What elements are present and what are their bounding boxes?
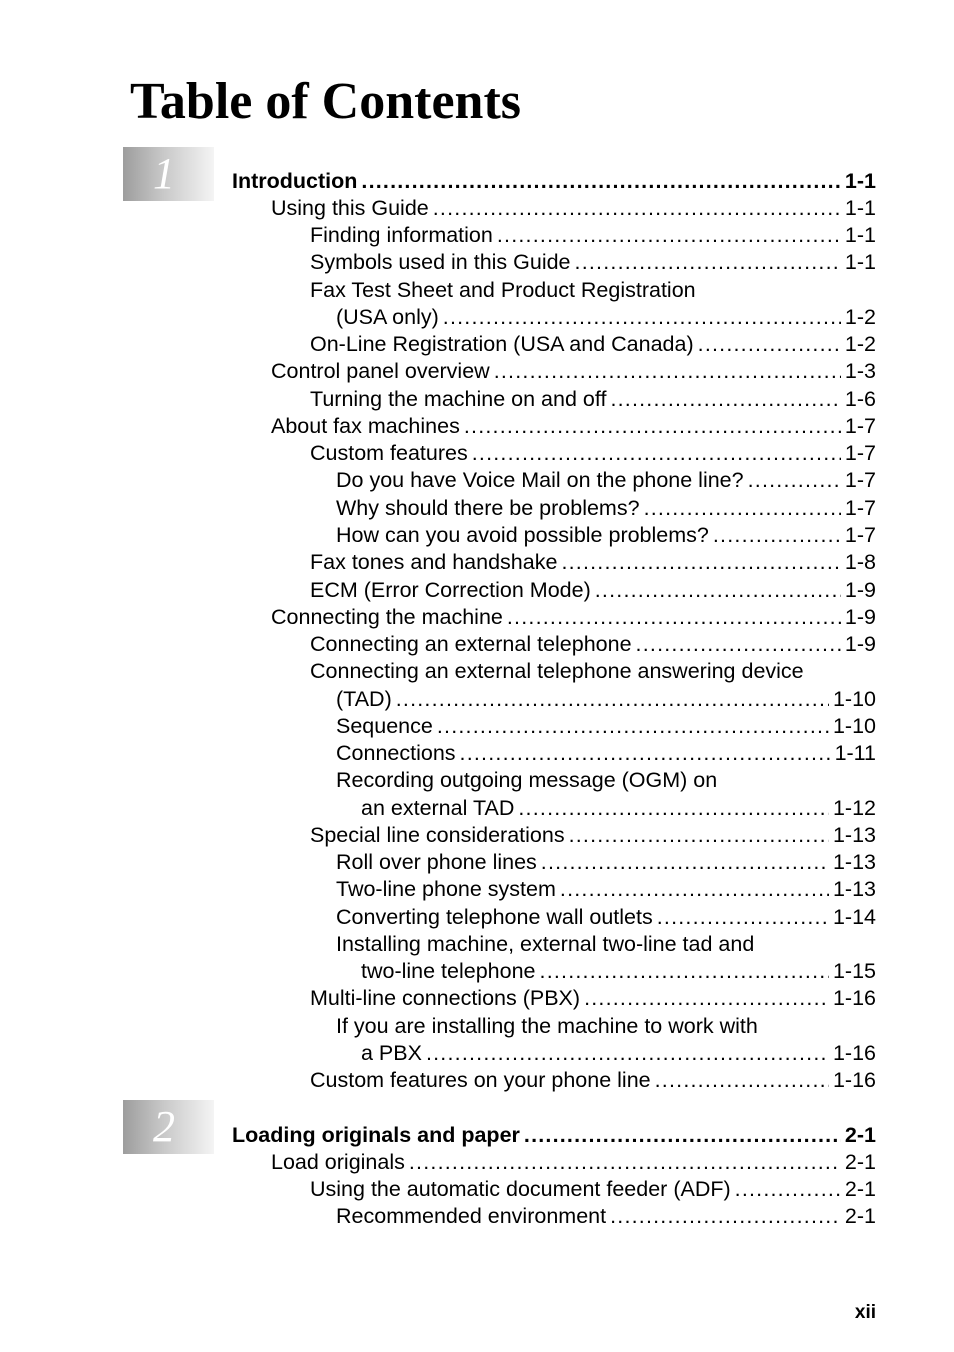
toc-entry-page: 1-7 bbox=[844, 441, 876, 465]
toc-entry-page: 1-6 bbox=[844, 387, 876, 411]
toc-entry[interactable] bbox=[271, 413, 876, 440]
dot-leader bbox=[584, 985, 829, 1012]
toc-entry-page: 1-3 bbox=[844, 359, 876, 383]
toc-entry-page: 1-7 bbox=[844, 523, 876, 547]
toc-entry[interactable] bbox=[336, 686, 876, 713]
toc-entry[interactable] bbox=[336, 1013, 876, 1040]
toc-entry-label: (TAD) bbox=[336, 687, 392, 711]
toc-entry-page: 2-1 bbox=[844, 1150, 876, 1174]
toc-entry-page: 1-15 bbox=[832, 959, 876, 983]
toc-entry-label: Finding information bbox=[310, 223, 493, 247]
toc-entry-label: Load originals bbox=[271, 1150, 405, 1174]
toc-entry[interactable] bbox=[310, 1067, 876, 1094]
toc-entry-page: 1-12 bbox=[832, 796, 876, 820]
toc-entry-label: Connecting an external telephone bbox=[310, 632, 632, 656]
toc-entry-label: Using this Guide bbox=[271, 196, 429, 220]
toc-entry-label: Control panel overview bbox=[271, 359, 490, 383]
toc-entry-page: 1-14 bbox=[832, 905, 876, 929]
toc-entry-label: two-line telephone bbox=[361, 959, 536, 983]
toc-entry-label: an external TAD bbox=[361, 796, 515, 820]
toc-entry[interactable] bbox=[271, 1149, 876, 1176]
chapter-number: 1 bbox=[153, 149, 175, 198]
toc-entry-page: 1-7 bbox=[844, 414, 876, 438]
dot-leader bbox=[735, 1176, 841, 1203]
toc-entry-page: 1-1 bbox=[844, 196, 876, 220]
toc-entry[interactable] bbox=[336, 876, 876, 903]
dot-leader bbox=[464, 413, 841, 440]
toc-entry[interactable] bbox=[271, 604, 876, 631]
toc-entry-page: 1-16 bbox=[832, 986, 876, 1010]
dot-leader bbox=[518, 795, 829, 822]
toc-entry[interactable] bbox=[310, 331, 876, 358]
dot-leader bbox=[713, 522, 841, 549]
toc-entry-page: 1-10 bbox=[832, 714, 876, 738]
toc-entry[interactable] bbox=[310, 222, 876, 249]
toc-entry-label: About fax machines bbox=[271, 414, 460, 438]
toc-entry-label: Custom features on your phone line bbox=[310, 1068, 651, 1092]
dot-leader bbox=[575, 249, 841, 276]
toc-entry[interactable] bbox=[336, 767, 876, 794]
dot-leader bbox=[644, 495, 841, 522]
dot-leader bbox=[472, 440, 841, 467]
toc-entry[interactable] bbox=[336, 495, 876, 522]
toc-entry-label: Recommended environment bbox=[336, 1204, 607, 1228]
dot-leader bbox=[507, 604, 841, 631]
toc-entry-label: Sequence bbox=[336, 714, 433, 738]
dot-leader bbox=[698, 331, 841, 358]
toc-entry-label: ECM (Error Correction Mode) bbox=[310, 578, 591, 602]
toc-entry-page: 2-1 bbox=[844, 1177, 876, 1201]
toc-entry-label: How can you avoid possible problems? bbox=[336, 523, 709, 547]
toc-entry[interactable] bbox=[336, 740, 876, 767]
toc-entry[interactable] bbox=[336, 522, 876, 549]
dot-leader bbox=[595, 577, 841, 604]
toc-entry[interactable] bbox=[336, 1203, 876, 1230]
dot-leader bbox=[541, 849, 829, 876]
toc-entry-label: Connections bbox=[336, 741, 456, 765]
toc-entry-page: 1-13 bbox=[832, 823, 876, 847]
dot-leader bbox=[409, 1149, 841, 1176]
dot-leader bbox=[540, 958, 829, 985]
toc-entry[interactable] bbox=[310, 985, 876, 1012]
toc-entry-label: Fax tones and handshake bbox=[310, 550, 558, 574]
toc-entry-page: 1-16 bbox=[832, 1068, 876, 1092]
toc-entry[interactable] bbox=[361, 795, 876, 822]
toc-entry[interactable] bbox=[232, 1122, 876, 1149]
toc-entry-label: a PBX bbox=[361, 1041, 422, 1065]
toc-entry-page: 1-9 bbox=[844, 632, 876, 656]
toc-entry-label: Why should there be problems? bbox=[336, 496, 640, 520]
dot-leader bbox=[561, 549, 840, 576]
dot-leader bbox=[497, 222, 841, 249]
toc-entry-page: 2-1 bbox=[844, 1204, 876, 1228]
toc-entry-label: If you are installing the machine to work with bbox=[336, 1014, 758, 1038]
toc-entry[interactable] bbox=[310, 440, 876, 467]
toc-entry-page: 1-7 bbox=[844, 468, 876, 492]
toc-entry-label: On-Line Registration (USA and Canada) bbox=[310, 332, 694, 356]
toc-entry[interactable] bbox=[310, 386, 876, 413]
toc-entry[interactable] bbox=[271, 358, 876, 385]
toc-entry-page: 1-9 bbox=[844, 605, 876, 629]
dot-leader bbox=[396, 686, 829, 713]
toc-entry-page: 1-8 bbox=[844, 550, 876, 574]
toc-entry-page: 1-13 bbox=[832, 850, 876, 874]
toc-entry-label: Symbols used in this Guide bbox=[310, 250, 571, 274]
dot-leader bbox=[610, 1203, 841, 1230]
dot-leader bbox=[460, 740, 831, 767]
toc-entry[interactable] bbox=[361, 1040, 876, 1067]
toc-entry-label: Two-line phone system bbox=[336, 877, 556, 901]
toc-entry-label: Using the automatic document feeder (ADF) bbox=[310, 1177, 731, 1201]
toc-entry-label: Converting telephone wall outlets bbox=[336, 905, 653, 929]
dot-leader bbox=[655, 1067, 829, 1094]
footer-page-number: xii bbox=[854, 1302, 876, 1323]
toc-entry-label: Multi-line connections (PBX) bbox=[310, 986, 581, 1010]
toc-entry-page: 1-16 bbox=[832, 1041, 876, 1065]
toc-entry-page: 1-7 bbox=[844, 496, 876, 520]
toc-entry-label: Special line considerations bbox=[310, 823, 565, 847]
toc-entry-page: 1-13 bbox=[832, 877, 876, 901]
toc-entry-label: Connecting an external telephone answering device bbox=[310, 659, 804, 683]
dot-leader bbox=[636, 631, 841, 658]
dot-leader bbox=[437, 713, 829, 740]
toc-entry[interactable] bbox=[310, 549, 876, 576]
toc-entry-page: 1-2 bbox=[844, 305, 876, 329]
toc-entry[interactable] bbox=[336, 467, 876, 494]
chapter-tab-1 bbox=[123, 147, 214, 201]
dot-leader bbox=[443, 304, 841, 331]
toc-entry[interactable] bbox=[336, 849, 876, 876]
dot-leader bbox=[657, 904, 829, 931]
toc-entry-label: Fax Test Sheet and Product Registration bbox=[310, 278, 696, 302]
toc-entry[interactable] bbox=[310, 822, 876, 849]
toc-entry-page: 1-1 bbox=[844, 250, 876, 274]
toc-entry-page: 1-1 bbox=[844, 169, 876, 193]
toc-entry-label: Loading originals and paper bbox=[232, 1123, 520, 1147]
chapter-number: 2 bbox=[153, 1102, 175, 1151]
dot-leader bbox=[433, 195, 841, 222]
toc-entry-page: 1-11 bbox=[834, 741, 876, 765]
toc-entry[interactable] bbox=[310, 658, 876, 685]
toc-entry-page: 1-10 bbox=[832, 687, 876, 711]
toc-entry-label: Introduction bbox=[232, 169, 358, 193]
dot-leader bbox=[748, 467, 841, 494]
toc-entry[interactable] bbox=[361, 958, 876, 985]
toc-entry[interactable] bbox=[336, 304, 876, 331]
toc-entry[interactable] bbox=[336, 904, 876, 931]
toc-entry[interactable] bbox=[310, 1176, 876, 1203]
dot-leader bbox=[569, 822, 829, 849]
toc-entry[interactable] bbox=[310, 577, 876, 604]
toc-entry-page: 1-2 bbox=[844, 332, 876, 356]
chapter-tab-2 bbox=[123, 1100, 214, 1154]
toc-entry[interactable] bbox=[232, 168, 876, 195]
dot-leader bbox=[560, 876, 829, 903]
toc-entry[interactable] bbox=[310, 277, 876, 304]
toc-entry[interactable] bbox=[310, 631, 876, 658]
toc-entry-page: 1-9 bbox=[844, 578, 876, 602]
dot-leader bbox=[610, 386, 840, 413]
toc-entry-label: Installing machine, external two-line tad and bbox=[336, 932, 755, 956]
toc-entry-label: (USA only) bbox=[336, 305, 439, 329]
toc-entry-label: Turning the machine on and off bbox=[310, 387, 607, 411]
toc-entry-label: Custom features bbox=[310, 441, 468, 465]
toc-entry-label: Do you have Voice Mail on the phone line? bbox=[336, 468, 744, 492]
toc-entry[interactable] bbox=[336, 931, 876, 958]
toc-entry-page: 1-1 bbox=[844, 223, 876, 247]
toc-entry[interactable] bbox=[336, 713, 876, 740]
dot-leader bbox=[524, 1122, 841, 1149]
page-title: Table of Contents bbox=[130, 73, 522, 130]
toc-entry-label: Connecting the machine bbox=[271, 605, 503, 629]
dot-leader bbox=[494, 358, 841, 385]
toc-entry-label: Roll over phone lines bbox=[336, 850, 537, 874]
toc-entry-page: 2-1 bbox=[844, 1123, 876, 1147]
toc-entry[interactable] bbox=[310, 249, 876, 276]
dot-leader bbox=[426, 1040, 829, 1067]
toc-entry[interactable] bbox=[271, 195, 876, 222]
toc-entry-label: Recording outgoing message (OGM) on bbox=[336, 768, 718, 792]
dot-leader bbox=[361, 168, 841, 195]
